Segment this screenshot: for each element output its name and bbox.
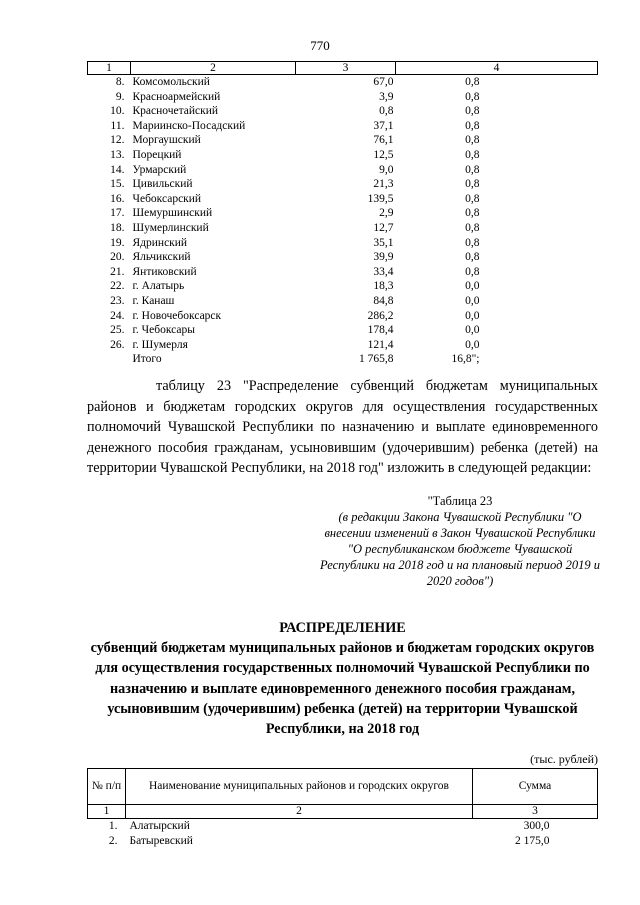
district-name: Шемуршинский (132, 207, 213, 220)
table-edition-note: (в редакции Закона Чувашской Республики "О внесении изменений в Закон Чувашской Республики "О республиканском бюджете Чувашской Республики на 2018 год и на плановый период 2019 и 2020 годов") (320, 510, 600, 588)
column-number: 2 (131, 62, 296, 75)
header-number: № п/п (88, 769, 126, 805)
row-number: 9. (115, 90, 125, 103)
district-name: Итого (132, 353, 162, 366)
amount-value: 286,2 (367, 309, 394, 322)
district-name: Мариинско-Посадский (132, 119, 246, 132)
title-main: РАСПРЕДЕЛЕНИЕ (279, 620, 406, 636)
amount-value: 0,0 (465, 309, 480, 322)
page-number: 770 (310, 38, 330, 53)
amount-value: 0,8 (465, 119, 480, 132)
row-number: 18. (110, 221, 125, 234)
amount-value: 3,9 (379, 90, 394, 103)
amount-value: 84,8 (373, 294, 394, 307)
amount-value: 35,1 (373, 236, 394, 249)
table-header-row (88, 769, 598, 805)
table-row (88, 279, 598, 294)
amount-value: 0,8 (465, 192, 480, 205)
table-row (88, 250, 598, 265)
amount-value: 0,8 (465, 251, 480, 264)
amount-value: 0,8 (465, 134, 480, 147)
row-number: 13. (110, 148, 125, 161)
district-name: г. Чебоксары (132, 324, 195, 337)
table-row (88, 221, 598, 236)
row-number: 24. (110, 309, 125, 322)
amendment-paragraph (87, 376, 598, 479)
row-number: 22. (110, 280, 125, 293)
row-number: 21. (110, 265, 125, 278)
row-number: 26. (110, 338, 125, 351)
district-name: Шумерлинский (132, 221, 209, 234)
district-name: Порецкий (132, 148, 182, 161)
amount-value: 9,0 (379, 163, 394, 176)
column-number-row (88, 805, 598, 819)
row-number: 17. (110, 207, 125, 220)
amount-value: 37,1 (373, 119, 394, 132)
amount-value: 0,0 (465, 338, 480, 351)
amount-value: 0,0 (465, 294, 480, 307)
table-row (88, 338, 598, 353)
amount-value: 121,4 (367, 338, 394, 351)
amount-value: 0,8 (379, 105, 394, 118)
amount-value: 12,5 (373, 148, 394, 161)
amount-value: 0,0 (465, 280, 480, 293)
district-name: г. Алатырь (132, 280, 185, 293)
document-title (87, 618, 598, 739)
table-row (88, 177, 598, 192)
amount-value: 0,8 (465, 178, 480, 191)
table-row (88, 119, 598, 134)
table-row (88, 148, 598, 163)
amount-value: 2,9 (379, 207, 394, 220)
subvention-table-continuation (87, 61, 598, 367)
row-number: 19. (110, 236, 125, 249)
amount-value: 0,8 (465, 148, 480, 161)
district-name: Комсомольский (132, 76, 210, 88)
row-number (88, 352, 131, 367)
district-name: Цивильский (132, 178, 193, 191)
amount-value: 0,8 (465, 207, 480, 220)
table-row (88, 352, 598, 367)
title-subtitle: субвенций бюджетам муниципальных районов и бюджетам городских округов для осуществления государственных полномочий Чувашской Республики по назначению и выплате единовременного денежного пособия гражданам, усыновившим (удочерившим) ребенка (детей) на территории Чувашской Республики, на 2018 год (90, 640, 595, 738)
district-name: г. Шумерля (132, 338, 188, 351)
amendment-text: таблицу 23 "Распределение субвенций бюджетам муниципальных районов и бюджетам городских округов для осуществления государственных полномочий Чувашской Республики по назначению и выплате единовременного денежного пособия гражданам, усыновившим (удочерившим) ребенка (детей) на территории Чувашской Республики, на 2018 год" изложить в следующей редакции: (87, 378, 598, 477)
district-name: Моргаушский (132, 134, 201, 147)
row-number: 15. (110, 178, 125, 191)
amount-value: 39,9 (373, 251, 394, 264)
amount-value: 18,3 (373, 280, 394, 293)
header-name: Наименование муниципальных районов и городских округов (126, 769, 473, 805)
amount-value: 67,0 (373, 76, 394, 88)
table-label: "Таблица 23 (427, 494, 493, 508)
table-row (88, 236, 598, 251)
district-name: Алатырский (129, 820, 190, 832)
table-note (320, 493, 600, 589)
row-number: 14. (110, 163, 125, 176)
district-name: г. Канаш (132, 294, 175, 307)
amount-value: 2 175,0 (515, 835, 550, 847)
column-number: 1 (88, 62, 131, 75)
amount-value: 33,4 (373, 265, 394, 278)
row-number: 10. (110, 105, 125, 118)
amount-value: 0,8 (465, 90, 480, 103)
amount-value: 12,7 (373, 221, 394, 234)
row-number: 23. (110, 294, 125, 307)
column-number: 3 (296, 62, 396, 75)
amount-value: 0,8 (465, 163, 480, 176)
amount-value: 1 765,8 (359, 353, 394, 366)
amount-value: 0,8 (465, 236, 480, 249)
header-sum: Сумма (473, 769, 598, 805)
row-number: 20. (110, 251, 125, 264)
amount-value: 76,1 (373, 134, 394, 147)
amount-value: 300,0 (523, 820, 550, 832)
table-row (88, 75, 598, 90)
table-row (88, 192, 598, 207)
row-number: 16. (110, 192, 125, 205)
amount-value: 178,4 (367, 324, 394, 337)
column-number-row (88, 62, 598, 75)
amount-value: 0,8 (465, 105, 480, 118)
amount-value: 0,8 (465, 76, 480, 88)
table-row (88, 323, 598, 338)
table-row (88, 163, 598, 178)
district-name: Красночетайский (132, 105, 219, 118)
table-row (88, 265, 598, 280)
table-row (88, 206, 598, 221)
amount-value: 16,8"; (451, 353, 480, 366)
amount-value: 0,0 (465, 324, 480, 337)
district-name: Чебоксарский (132, 192, 202, 205)
table-row (88, 819, 598, 835)
row-number: 2. (108, 835, 118, 847)
table-row (88, 309, 598, 324)
row-number: 8. (115, 76, 125, 88)
row-number: 25. (110, 324, 125, 337)
district-name: Ядринский (132, 236, 188, 249)
table-row (88, 90, 598, 105)
row-number: 11. (110, 119, 125, 132)
table-row (88, 294, 598, 309)
amount-value: 0,8 (465, 221, 480, 234)
table-row (88, 834, 598, 849)
district-name: Яльчикский (132, 251, 191, 264)
district-name: Батыревский (129, 835, 193, 847)
distribution-table (87, 768, 598, 849)
column-number: 2 (126, 805, 473, 819)
district-name: г. Новочебоксарск (132, 309, 222, 322)
units-label: (тыс. рублей) (530, 752, 598, 766)
amount-value: 0,8 (465, 265, 480, 278)
amount-value: 139,5 (367, 192, 394, 205)
row-number: 1. (108, 820, 118, 832)
table-row (88, 133, 598, 148)
district-name: Урмарский (132, 163, 187, 176)
column-number: 4 (396, 62, 598, 75)
column-number: 1 (88, 805, 126, 819)
row-number: 12. (110, 134, 125, 147)
district-name: Янтиковский (132, 265, 197, 278)
amount-value: 21,3 (373, 178, 394, 191)
district-name: Красноармейский (132, 90, 221, 103)
table-row (88, 104, 598, 119)
column-number: 3 (473, 805, 598, 819)
